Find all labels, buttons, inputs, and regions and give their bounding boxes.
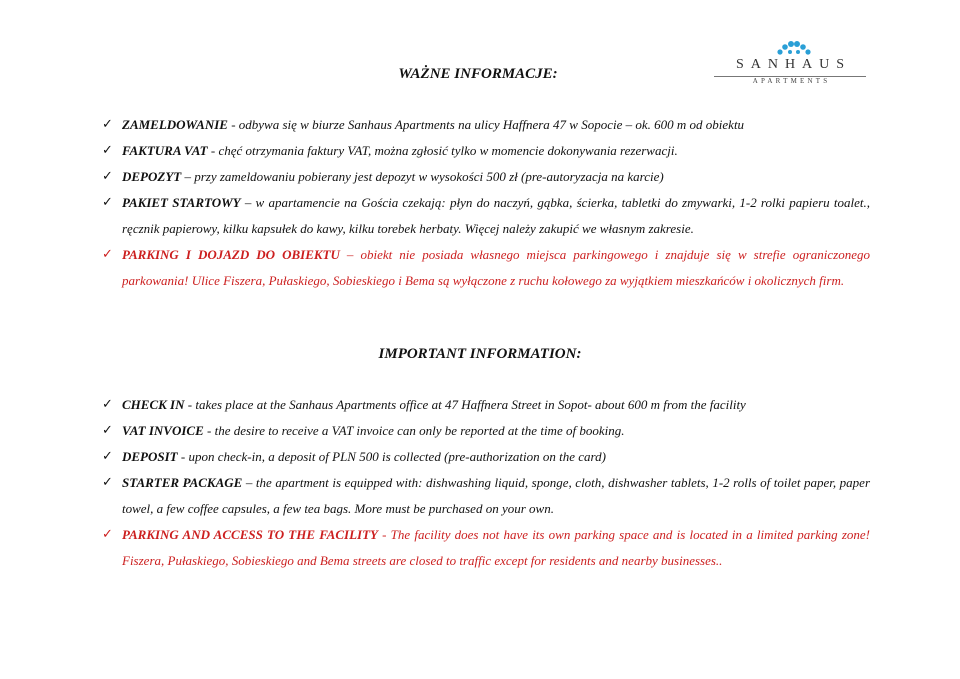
item-text: - upon check-in, a deposit of PLN 500 is collected (pre-authorization on the card) xyxy=(177,449,606,464)
logo-subtitle: APARTMENTS xyxy=(752,77,831,85)
item-key: PARKING AND ACCESS TO THE FACILITY xyxy=(122,527,378,542)
item-text: - takes place at the Sanhaus Apartments office at 47 Haffnera Street in Sopot- about 600 m from the facility xyxy=(184,397,746,412)
checkmark-icon: ✓ xyxy=(102,423,113,438)
item-text: – the apartment is equipped with: dishwashing liquid, sponge, cloth, dishwasher tablets, 1-2 rolls of toilet paper, paper towel, a few coffee capsules, a few tea bags. More must be purchased on your own. xyxy=(122,475,871,516)
item-key: DEPOSIT xyxy=(122,449,178,464)
logo-name: SANHAUS xyxy=(735,57,852,72)
item-key: STARTER PACKAGE xyxy=(122,475,243,490)
item-text: – obiekt nie posiada własnego miejsca parkingowego i znajduje się w strefie ograniczonego parkowania! Ulice Fiszera, Pułaskiego, Sobieskiego i Bema są wyłączone z ruchu kołowego za wyjątkiem mieszkańców i okolicznych firm. xyxy=(122,247,870,288)
checkmark-icon: ✓ xyxy=(102,195,113,210)
list-item-checkin-en xyxy=(102,392,870,418)
list-item-vat-en xyxy=(102,418,870,444)
item-key: PAKIET STARTOWY xyxy=(122,195,241,210)
item-key: FAKTURA VAT xyxy=(122,143,208,158)
item-key: CHECK IN xyxy=(122,397,185,412)
checkmark-icon: ✓ xyxy=(102,117,113,132)
checkmark-icon: ✓ xyxy=(102,449,113,464)
list-item-deposit-pl xyxy=(102,164,870,190)
checkmark-icon: ✓ xyxy=(102,397,113,412)
checkmark-icon: ✓ xyxy=(102,169,113,184)
checkmark-icon: ✓ xyxy=(102,143,113,158)
item-key: ZAMELDOWANIE xyxy=(122,117,228,132)
checkmark-icon: ✓ xyxy=(102,247,113,262)
info-list-en xyxy=(102,392,870,574)
checkmark-icon: ✓ xyxy=(102,527,113,542)
list-item-parking-pl xyxy=(102,242,870,294)
item-key: VAT INVOICE xyxy=(122,423,204,438)
item-key: PARKING I DOJAZD DO OBIEKTU xyxy=(122,247,340,262)
list-item-parking-en xyxy=(102,522,870,574)
list-item-checkin-pl xyxy=(102,112,870,138)
info-list-pl xyxy=(102,112,870,294)
item-text: – przy zameldowaniu pobierany jest depozyt w wysokości 500 zł (pre-autoryzacja na karcie) xyxy=(181,169,664,184)
heading-en: IMPORTANT INFORMATION: xyxy=(378,346,582,362)
item-text: – w apartamencie na Gościa czekają: płyn do naczyń, gąbka, ścierka, tabletki do zmywarki, 1-2 rolki papieru toalet., ręcznik papierowy, kilku kapsułek do kawy, kilku torebek herbaty. Więcej należy zakupić we własnym zakresie. xyxy=(122,195,870,236)
list-item-starter-en xyxy=(102,470,870,522)
list-item-deposit-en xyxy=(102,444,870,470)
checkmark-icon: ✓ xyxy=(102,475,113,490)
item-text: - odbywa się w biurze Sanhaus Apartments na ulicy Haffnera 47 w Sopocie – ok. 600 m od obiektu xyxy=(227,117,745,132)
item-text: - chęć otrzymania faktury VAT, można zgłosić tylko w momencie dokonywania rezerwacji. xyxy=(207,143,678,158)
item-text: - The facility does not have its own parking space and is located in a limited parking zone! Fiszera, Pułaskiego, Sobieskiego and Bema streets are closed to traffic except for residents and nearby businesses.. xyxy=(122,527,870,568)
heading-pl: WAŻNE INFORMACJE: xyxy=(398,66,558,82)
list-item-starter-pl xyxy=(102,190,870,242)
item-text: - the desire to receive a VAT invoice can only be reported at the time of booking. xyxy=(203,423,625,438)
list-item-vat-pl xyxy=(102,138,870,164)
item-key: DEPOZYT xyxy=(122,169,182,184)
